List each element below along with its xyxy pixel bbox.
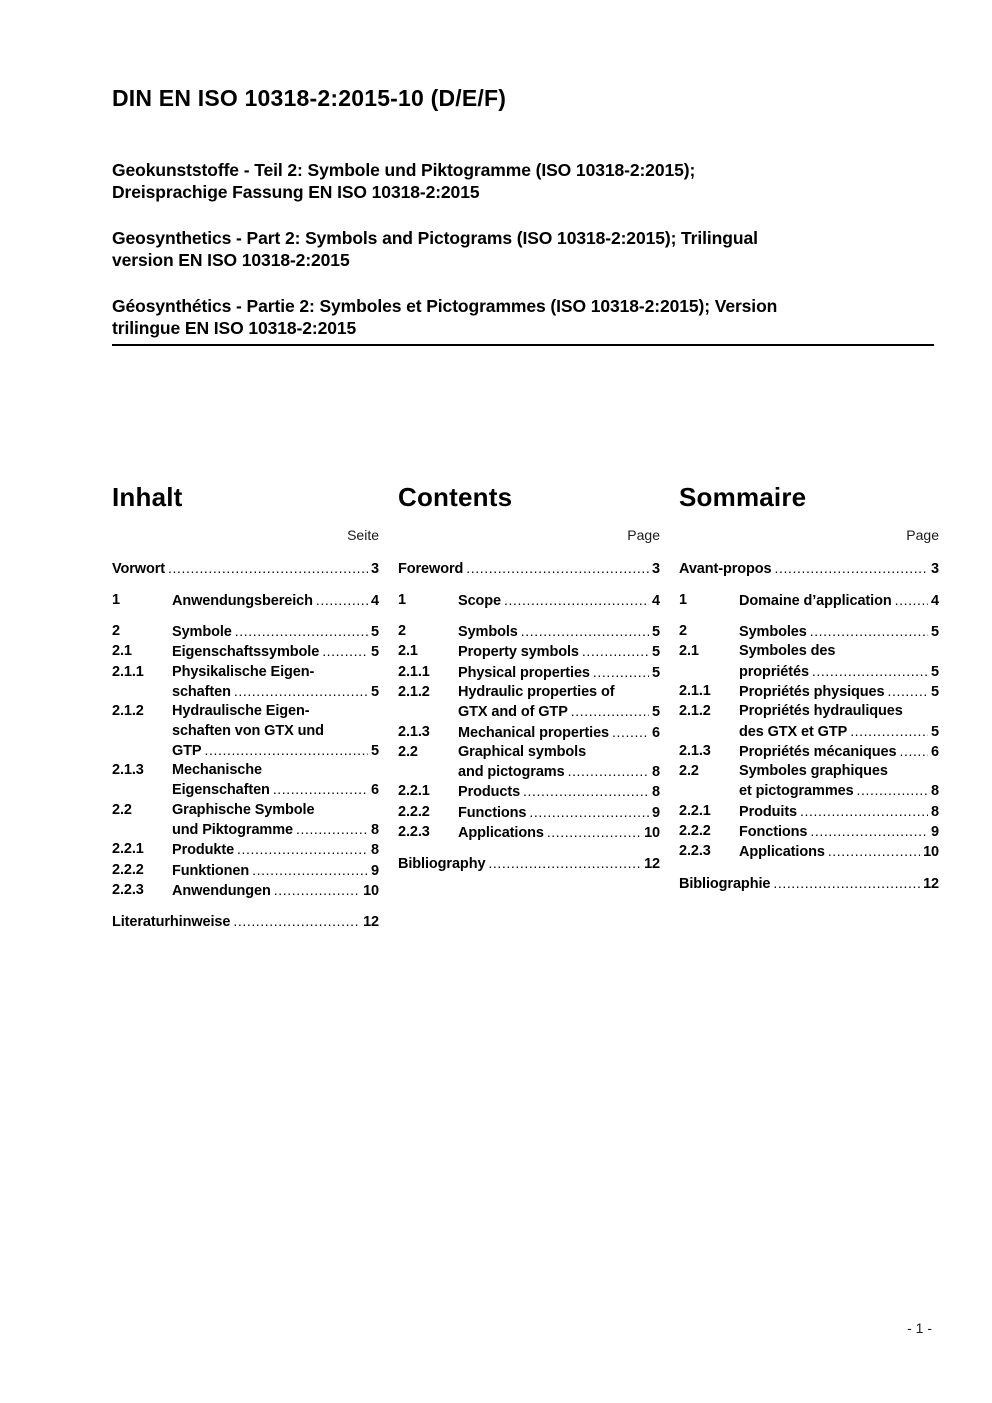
toc-entry-line: Symboles des [739, 643, 836, 660]
toc-entry-number: 2.1 [112, 643, 132, 660]
toc-entry-line [172, 881, 379, 901]
toc-entry-body [458, 782, 660, 802]
dot-leader [518, 622, 649, 642]
toc-entry [679, 842, 939, 862]
toc-entry [679, 802, 939, 822]
toc-page-label: Seite [347, 527, 379, 544]
toc-entry-text: Eigenschaftssymbole [172, 644, 320, 661]
toc-entry-line [739, 802, 939, 822]
toc-entry-page: 9 [931, 824, 939, 840]
toc-entry-body [739, 762, 939, 802]
subtitle-line: version EN ISO 10318-2:2015 [112, 250, 350, 271]
toc-entry-text: GTX and of GTP [458, 704, 568, 721]
toc-entry-text: Mechanical properties [458, 724, 610, 741]
toc-entry-body [172, 663, 379, 703]
toc-entry [679, 702, 939, 742]
toc-entry-line [172, 591, 379, 611]
toc-entry-page: 8 [652, 764, 660, 781]
toc-entry-body [739, 822, 939, 842]
toc-entry-line [458, 762, 660, 782]
toc-entry-body [739, 622, 939, 642]
toc-entry-body [398, 559, 660, 579]
toc-entry-line: Physikalische Eigen- [172, 663, 315, 680]
toc-entry-body [739, 682, 939, 702]
toc-heading: Inhalt [112, 482, 183, 513]
dot-leader [809, 662, 928, 682]
toc-entry-line [458, 642, 660, 662]
toc-entry-text: Symbole [172, 624, 232, 641]
toc-entry-line [458, 663, 660, 683]
toc-entry-line [679, 874, 939, 894]
toc-entry [398, 803, 660, 823]
dot-leader [568, 702, 649, 722]
toc-entry-page: 4 [371, 592, 379, 609]
toc-entry [112, 801, 379, 841]
subtitle-line: Geosynthetics - Part 2: Symbols and Pictograms (ISO 10318-2:2015); Trilingual [112, 227, 758, 248]
dot-leader [807, 622, 928, 642]
toc-entry-body [739, 802, 939, 822]
dot-leader [485, 854, 641, 874]
toc-column-inhalt [112, 482, 379, 932]
dot-leader [202, 741, 369, 761]
toc-heading: Sommaire [679, 482, 807, 513]
toc-entry-body [739, 642, 939, 682]
toc-entry [679, 559, 939, 579]
toc-entry [112, 881, 379, 901]
toc-entry-page: 5 [371, 644, 379, 661]
toc-entry-body [172, 801, 379, 841]
header-rule [112, 344, 934, 346]
dot-leader [892, 591, 928, 611]
toc-entry-text: schaften [172, 683, 231, 700]
toc-page-label: Page [906, 527, 939, 544]
toc-entry [398, 854, 660, 874]
subtitle-line: Dreisprachige Fassung EN ISO 10318-2:2015 [112, 182, 480, 203]
toc-entry-number: 2.2 [398, 743, 418, 760]
toc-entry-page: 5 [371, 742, 379, 759]
toc-entry-text: Vorwort [112, 561, 166, 578]
toc-entry [112, 559, 379, 579]
footer-page-number: - 1 - [907, 1320, 932, 1336]
dot-leader [544, 823, 641, 843]
toc-entry-line [739, 662, 939, 682]
dot-leader [590, 663, 649, 683]
toc-entry-page: 12 [644, 856, 660, 873]
toc-entry-text: Eigenschaften [172, 782, 270, 799]
toc-entry-line: Symboles graphiques [739, 763, 888, 780]
toc-entry-line [172, 642, 379, 662]
toc-entry-line [458, 782, 660, 802]
dot-leader [230, 912, 360, 932]
toc-entry-line [739, 742, 939, 762]
toc-entry [112, 622, 379, 642]
toc-entry-line: Mechanische [172, 762, 262, 779]
dot-leader [313, 591, 368, 611]
dot-leader [231, 682, 368, 702]
toc-entry-page: 5 [371, 683, 379, 700]
toc-page-label: Page [627, 527, 660, 544]
toc-entry-body [172, 702, 379, 761]
dot-leader [249, 861, 368, 881]
toc-entry-page: 5 [931, 683, 939, 700]
toc-entry-body [739, 842, 939, 862]
document-subtitles [112, 159, 934, 339]
toc-entry-text: and pictograms [458, 764, 565, 781]
toc-entry-number: 2.2 [112, 801, 132, 818]
toc-entry-body [458, 642, 660, 662]
toc-entry [679, 742, 939, 762]
toc-entry-text: Produits [739, 803, 798, 820]
toc-entry-line: Graphical symbols [458, 743, 587, 760]
toc-entry-text: Functions [458, 804, 527, 821]
toc-entry-body [679, 874, 939, 894]
dot-leader [165, 559, 368, 579]
toc-entry-number: 2.1.1 [112, 663, 144, 680]
toc-entry-page: 3 [931, 561, 939, 578]
toc-entry [112, 761, 379, 801]
toc-entry-text: Scope [458, 592, 502, 609]
dot-leader [520, 782, 649, 802]
toc-entry-line [172, 682, 379, 702]
toc-entry-body [172, 840, 379, 860]
toc-entry-page: 10 [923, 844, 939, 861]
subtitle-line: Geokunststoffe - Teil 2: Symbole und Piktogramme (ISO 10318-2:2015); [112, 160, 696, 180]
dot-leader [293, 820, 368, 840]
dot-leader [797, 802, 928, 822]
dot-leader [825, 842, 920, 862]
toc-entry-body [679, 559, 939, 579]
toc-entry-text: GTP [172, 742, 202, 759]
toc-entry [112, 840, 379, 860]
toc-entry-page: 12 [923, 875, 939, 892]
toc-entry-number: 2.1 [398, 643, 418, 660]
toc-entry [398, 591, 660, 611]
toc-entry [112, 663, 379, 703]
toc-entry-text: propriétés [739, 663, 809, 680]
toc-entry-number: 2.2 [679, 763, 699, 780]
toc-entry-page: 5 [371, 624, 379, 641]
toc-entry-text: Physical properties [458, 664, 590, 681]
toc-entry-text: Fonctions [739, 824, 808, 840]
toc-entry-line: Hydraulische Eigen- [172, 703, 310, 720]
toc-entry [398, 559, 660, 579]
toc-entry-page: 8 [931, 783, 939, 800]
toc-entry-line: Hydraulic properties of [458, 683, 615, 700]
toc-entry-page: 8 [931, 803, 939, 820]
dot-leader [565, 762, 649, 782]
toc-entry [679, 622, 939, 642]
toc-entry-number: 1 [679, 591, 687, 608]
toc-entry-page: 3 [652, 561, 660, 578]
toc-heading: Contents [398, 482, 513, 513]
toc-entry-number: 2 [112, 623, 120, 640]
toc-entry-line [679, 559, 939, 579]
toc-entry-list [679, 559, 939, 893]
toc-entry-page: 6 [371, 782, 379, 799]
toc-entry-number: 2.1.2 [112, 703, 144, 720]
content-area [112, 0, 939, 932]
toc-entry-text: Symbols [458, 624, 518, 641]
toc-entry [398, 622, 660, 642]
toc-entry-page: 5 [652, 664, 660, 681]
toc-entry-page: 6 [931, 743, 939, 760]
toc-entry-body [458, 823, 660, 843]
toc-entry-text: Literaturhinweise [112, 914, 231, 931]
toc-entry [112, 591, 379, 611]
dot-leader [609, 723, 649, 743]
toc-entry-body [458, 663, 660, 683]
toc-entry-text: Propriétés mécaniques [739, 743, 897, 760]
toc-entry-number: 2.1.1 [679, 682, 711, 699]
toc-entry-line [458, 702, 660, 722]
toc-entry-body [172, 591, 379, 611]
toc-entry [112, 702, 379, 761]
toc-entry-page: 3 [371, 561, 379, 578]
toc-entry [679, 591, 939, 611]
toc-entry [679, 822, 939, 842]
toc-entry-list [398, 559, 660, 874]
toc-entry-number: 2 [398, 623, 406, 640]
toc-entry-line [739, 842, 939, 862]
toc-entry [679, 762, 939, 802]
toc-column-contents [398, 482, 660, 874]
toc-entry-number: 2.2.2 [112, 861, 144, 878]
toc-entry-page: 5 [931, 624, 939, 641]
toc-entry-text: Anwendungen [172, 882, 271, 899]
toc-entry [112, 912, 379, 932]
toc-entry-line [739, 722, 939, 742]
toc-entry-number: 2.2.1 [112, 841, 144, 858]
toc-entry-line [458, 803, 660, 823]
dot-leader [884, 682, 928, 702]
toc-entry-body [739, 591, 939, 611]
toc-entry-number: 1 [398, 591, 406, 608]
toc-entry-line [739, 591, 939, 611]
toc-entry-body [172, 622, 379, 642]
dot-leader [271, 881, 360, 901]
dot-leader [772, 559, 929, 579]
toc-entry-line: Graphische Symbole [172, 801, 315, 818]
toc-entry-number: 2.1.1 [398, 663, 430, 680]
toc-entry [679, 682, 939, 702]
toc-entry-text: Avant-propos [679, 561, 772, 578]
toc-entry-text: Domaine d’application [739, 592, 892, 609]
toc-entry-line [172, 861, 379, 881]
dot-leader [807, 822, 928, 842]
toc-entry-line [112, 559, 379, 579]
toc-entry-page: 5 [652, 644, 660, 661]
toc-entry-body [398, 854, 660, 874]
toc-entry-line [172, 780, 379, 800]
toc-entry-page: 8 [652, 784, 660, 801]
toc-column-sommaire [679, 482, 939, 893]
toc-entry [398, 723, 660, 743]
toc-entry-number: 2.1.3 [112, 762, 144, 779]
toc-entry-text: Foreword [398, 561, 464, 578]
toc-entry-page: 5 [931, 663, 939, 680]
toc-entry-page: 8 [371, 842, 379, 859]
toc-entry-text: Funktionen [172, 862, 250, 879]
toc-entry [398, 782, 660, 802]
dot-leader [854, 781, 928, 801]
toc-entry [112, 861, 379, 881]
subtitle-line: trilingue EN ISO 10318-2:2015 [112, 318, 357, 339]
toc-entry-number: 2.2.3 [679, 843, 711, 860]
toc-entry-number: 2.1.3 [398, 723, 430, 740]
toc-entry-line: schaften von GTX und [172, 722, 324, 739]
toc-entry-page: 4 [931, 592, 939, 609]
toc-entry-page: 5 [652, 624, 660, 641]
toc-entry-text: Applications [739, 844, 825, 861]
toc-entry [112, 642, 379, 662]
toc-entry-body [739, 742, 939, 762]
toc-entry-number: 1 [112, 591, 120, 608]
toc-entry-line [739, 622, 939, 642]
toc-entry-body [458, 723, 660, 743]
toc-entry-text: des GTX et GTP [739, 723, 848, 740]
toc-entry [679, 642, 939, 682]
toc-entry-text: Products [458, 784, 521, 801]
document-title: DIN EN ISO 10318-2:2015-10 (D/E/F) [112, 85, 507, 111]
toc-entry [398, 823, 660, 843]
toc-entry-number: 2.2.2 [398, 803, 430, 820]
toc-entry-line [172, 622, 379, 642]
toc-entry-page: 10 [644, 825, 660, 841]
toc-entry-number: 2.1.3 [679, 742, 711, 759]
toc-entry-page: 10 [363, 882, 379, 899]
toc-entry-text: und Piktogramme [172, 822, 293, 838]
toc-entry-page: 9 [652, 804, 660, 821]
toc-entry-line [458, 622, 660, 642]
toc-entry-page: 5 [652, 704, 660, 721]
toc-entry-body [172, 861, 379, 881]
dot-leader [270, 780, 368, 800]
toc-entry-body [458, 803, 660, 823]
toc-entry-line [172, 840, 379, 860]
toc-entry-number: 2.2.2 [679, 823, 711, 839]
toc-entry-page: 12 [363, 914, 379, 931]
toc-entry-body [458, 743, 660, 783]
toc-entry-text: Bibliographie [679, 875, 771, 892]
toc-entry-line [739, 781, 939, 801]
toc-entry-text: Applications [458, 825, 544, 841]
toc-entry-line [172, 741, 379, 761]
toc-entry-text: Propriétés physiques [739, 683, 885, 700]
toc-entry-body [458, 591, 660, 611]
toc-entry-number: 2.1.2 [398, 683, 430, 700]
dot-leader [234, 840, 368, 860]
toc-entry-line [739, 682, 939, 702]
dot-leader [319, 642, 368, 662]
subtitle-french [112, 295, 934, 340]
toc-entry [398, 683, 660, 723]
toc-entry-page: 4 [652, 592, 660, 609]
toc-entry [398, 642, 660, 662]
toc-entry-body [112, 912, 379, 932]
toc-entry-page: 6 [652, 724, 660, 741]
toc-entry-text: Anwendungsbereich [172, 592, 313, 609]
toc-entry-number: 2.2.3 [112, 881, 144, 898]
toc-entry-number: 2.2.3 [398, 824, 430, 840]
toc-entry-page: 9 [371, 862, 379, 879]
toc-entry-line [458, 591, 660, 611]
toc-entry-line [398, 559, 660, 579]
toc-entry-body [739, 702, 939, 742]
toc-entry-page: 8 [371, 822, 379, 838]
toc-entry-body [458, 622, 660, 642]
toc-entry [398, 743, 660, 783]
dot-leader [847, 722, 928, 742]
dot-leader [526, 803, 649, 823]
dot-leader [463, 559, 649, 579]
dot-leader [232, 622, 368, 642]
toc-entry-number: 2.1.2 [679, 703, 711, 720]
toc-entry-text: Property symbols [458, 644, 579, 661]
toc-entry-number: 2.2.1 [679, 802, 711, 819]
toc-entry-text: Produkte [172, 842, 235, 859]
toc-entry-page: 5 [931, 723, 939, 740]
dot-leader [896, 742, 928, 762]
dot-leader [770, 874, 920, 894]
dot-leader [579, 642, 649, 662]
toc-entry-number: 2.2.1 [398, 783, 430, 800]
toc-entry-number: 2.1 [679, 643, 699, 660]
toc-entry-number: 2 [679, 623, 687, 640]
toc-entry-text: Symboles [739, 624, 807, 641]
toc-entry-text: et pictogrammes [739, 783, 854, 800]
toc-entry-body [172, 761, 379, 801]
subtitle-english [112, 227, 934, 272]
toc-entry-line [398, 854, 660, 874]
dot-leader [501, 591, 649, 611]
toc-entry-line [112, 912, 379, 932]
toc-entry-line [172, 820, 379, 840]
toc-entry-line: Propriétés hydrauliques [739, 703, 903, 720]
toc-entry-body [172, 881, 379, 901]
toc-entry-body [458, 683, 660, 723]
subtitle-line: Géosynthétics - Partie 2: Symboles et Pictogrammes (ISO 10318-2:2015); Version [112, 295, 778, 316]
table-of-contents [112, 482, 939, 932]
toc-entry-list [112, 559, 379, 932]
toc-entry [679, 874, 939, 894]
toc-entry-line [739, 822, 939, 842]
subtitle-german [112, 159, 934, 204]
toc-entry-line [458, 823, 660, 843]
toc-entry-line [458, 723, 660, 743]
toc-entry-body [112, 559, 379, 579]
toc-entry-body [172, 642, 379, 662]
toc-entry-text: Bibliography [398, 856, 486, 873]
toc-entry [398, 663, 660, 683]
